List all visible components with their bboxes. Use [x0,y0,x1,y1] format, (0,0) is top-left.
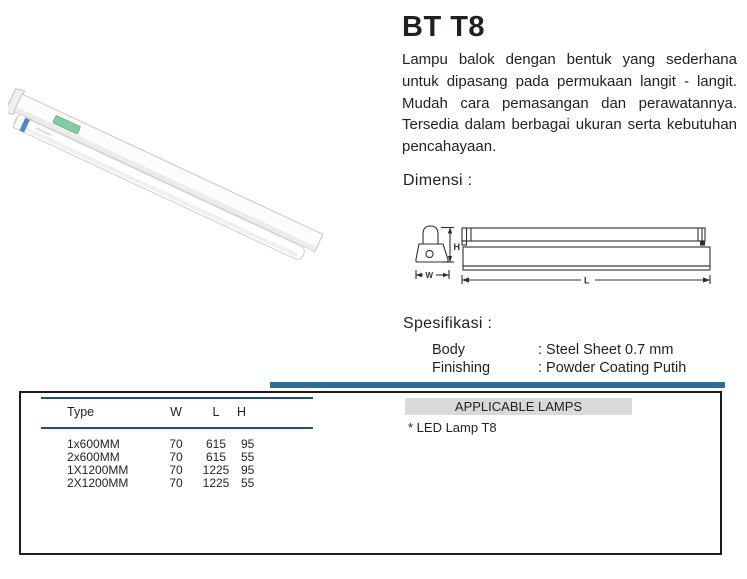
endview-dome [423,226,438,244]
sideview-body [463,247,710,266]
cell-l: 1225 [202,476,230,490]
cell-w: 70 [169,476,183,490]
lamp-housing-shade [15,107,316,251]
product-photo [8,68,370,273]
spec-value: : Powder Coating Putih [538,359,687,376]
table-header-row [41,398,313,428]
cell-w: 70 [169,463,183,477]
cell-type: 2x600MM [67,450,120,464]
cell-h: 95 [241,437,255,451]
cell-type: 1x600MM [67,437,120,451]
col-header-w: W [153,398,199,428]
accent-divider-line [270,382,725,388]
col-header-l: L [199,398,233,428]
dim-label-w: W [425,271,434,280]
cell-l: 615 [205,450,227,464]
spec-row-body [432,342,686,360]
table-row [41,477,313,490]
dim-label-l: L [584,275,590,286]
cell-type: 2X1200MM [67,476,129,490]
spec-label: Body [432,342,466,358]
applicable-lamps-item: * LED Lamp T8 [408,420,497,435]
spec-list [432,342,686,377]
dimensi-heading: Dimensi : [403,172,473,189]
cell-l: 1225 [202,463,230,477]
cell-w: 70 [169,450,183,464]
cell-h: 95 [241,463,255,477]
dim-label-h: H [453,242,460,252]
applicable-lamps-header: APPLICABLE LAMPS [405,398,632,415]
size-table [41,397,313,490]
product-description: Lampu balok dengan bentuk yang sederhana untuk dipasang pada permukaan langit - langit. Mudah cara pemasangan dan perawatannya. Tersedia dalam berbagai ukuran serta kebutuhan pencahayaan. [402,51,737,156]
col-header-type: Type [41,398,153,428]
cell-type: 1X1200MM [67,463,129,477]
spesifikasi-heading: Spesifikasi : [403,315,493,332]
sideview-tube [462,228,705,241]
endview-hole [426,250,433,257]
lamp-tube-shade [16,123,299,258]
page-title: BT T8 [402,11,486,43]
cell-w: 70 [169,437,183,451]
details-box [19,391,722,555]
cell-h: 55 [241,476,255,490]
table-row [41,428,313,451]
endview-body [416,244,448,262]
col-header-h: H [233,398,313,428]
dimension-drawing [405,216,740,301]
spec-row-finishing [432,360,686,378]
spec-label: Finishing [432,359,491,376]
cell-l: 615 [205,437,227,451]
sideview-lip [463,266,710,270]
spec-value: : Steel Sheet 0.7 mm [538,342,674,358]
cell-h: 55 [241,450,255,464]
